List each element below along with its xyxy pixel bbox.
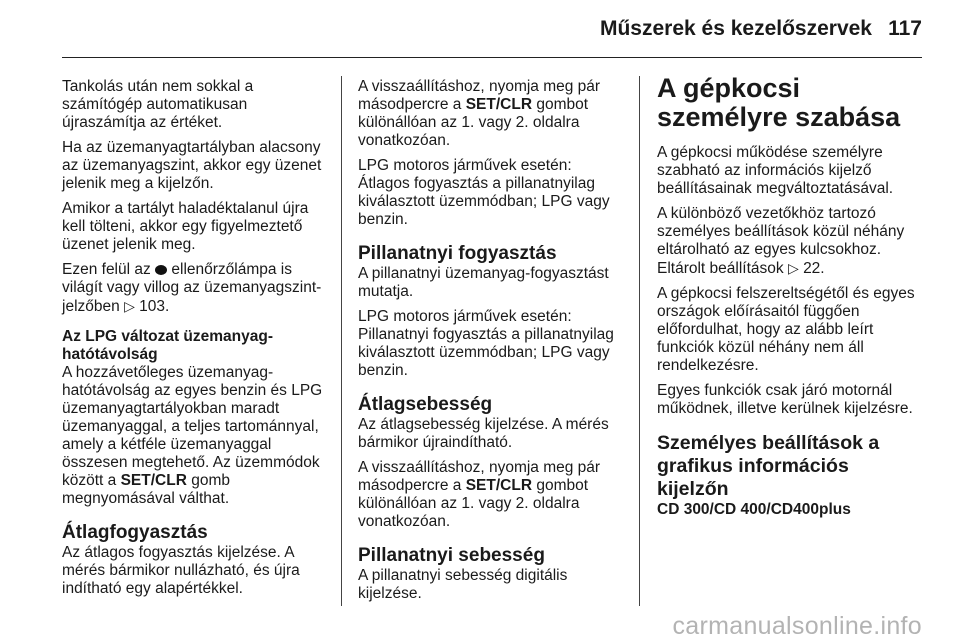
paragraph bbox=[657, 205, 925, 278]
column-3 bbox=[657, 73, 925, 519]
paragraph: Amikor a tartályt haladéktalanul újra kell tölteni, akkor egy figyelmeztető üzenet jelenik meg. bbox=[62, 200, 309, 253]
paragraph bbox=[358, 78, 624, 150]
section-title: A gépkocsi személyre szabása bbox=[657, 73, 901, 132]
personal-settings-heading: Személyes beállítások a grafikus információs kijelzőn bbox=[657, 432, 880, 500]
paragraph: Tankolás után nem sokkal a számítógép automatikusan újraszámítja az értéket. bbox=[62, 78, 254, 131]
fuel-warning-lamp-icon bbox=[155, 265, 167, 275]
models-line: CD 300/CD 400/CD400plus bbox=[657, 501, 851, 518]
text: A visszaállításhoz, nyomja meg pár másodpercre a bbox=[358, 459, 601, 494]
instant-consumption-heading: Pillanatnyi fogyasztás bbox=[358, 243, 557, 264]
paragraph: A gépkocsi felszereltségétől és egyes országok előírásaitól függően előfordulhat, hogy az alább leírt funkciók közül néhány nem áll rendelkezésre. bbox=[657, 285, 915, 374]
column-2 bbox=[358, 78, 624, 610]
paragraph: Egyes funkciók csak járó motornál működnek, illetve kerülnek kijelzésre. bbox=[657, 382, 913, 417]
page-reference-icon: ▷ bbox=[787, 260, 799, 276]
text: A különböző vezetőkhöz tartozó személyes beállítások közül néhány eltárolható az egyes kulcsokhoz. bbox=[657, 205, 905, 258]
set-clr-label: SET/CLR bbox=[465, 96, 533, 113]
set-clr-label: SET/CLR bbox=[465, 477, 533, 494]
column-divider bbox=[639, 76, 640, 606]
paragraph bbox=[358, 459, 624, 531]
paragraph: Az átlagsebesség kijelzése. A mérés bármikor újraindítható. bbox=[358, 416, 609, 451]
instant-speed-heading: Pillanatnyi sebesség bbox=[358, 545, 545, 566]
paragraph: A gépkocsi működése személyre szabható az információs kijelző beállításainak megváltoztatásával. bbox=[657, 144, 894, 197]
paragraph: Ha az üzemanyagtartályban alacsony az üzemanyagszint, akkor egy üzenet jelenik meg a kijelzőn. bbox=[62, 139, 322, 192]
paragraph: A pillanatnyi sebesség digitális kijelzése. bbox=[358, 567, 568, 602]
lpg-range-heading: Az LPG változat üzemanyag-hatótávolság bbox=[62, 328, 274, 363]
set-clr-label: SET/CLR bbox=[120, 472, 187, 489]
header-title: Műszerek és kezelőszervek bbox=[599, 17, 872, 40]
avg-consumption-heading: Átlagfogyasztás bbox=[62, 522, 208, 543]
header-rule bbox=[62, 57, 922, 58]
page-header bbox=[0, 0, 960, 60]
column-divider bbox=[341, 76, 342, 606]
text: A hozzávetőleges üzemanyag-hatótávolság az egyes benzin és LPG üzemanyagtartályokban maradt üzemanyaggal, a teljes tartománnyal, amely a kétféle üzemanyaggal összesen megtehető. Az üzemmódok között a bbox=[62, 364, 323, 489]
text: A visszaállításhoz, nyomja meg pár másodpercre a bbox=[358, 78, 601, 113]
watermark: carmanualsonline.info bbox=[672, 612, 922, 640]
paragraph bbox=[62, 261, 330, 316]
page-reference-icon: ▷ bbox=[124, 298, 135, 314]
column-1 bbox=[62, 78, 330, 605]
paragraph: Az átlagos fogyasztás kijelzése. A mérés bármikor nullázható, és újra indítható egy alapértékkel. bbox=[62, 544, 300, 597]
paragraph: LPG motoros járművek esetén: Pillanatnyi fogyasztás a pillanatnyilag kiválasztott üzemmódban; LPG vagy benzin. bbox=[358, 308, 614, 379]
text: Eltárolt beállítások bbox=[657, 260, 784, 277]
text: gomb megnyomásával válthat. bbox=[62, 472, 230, 507]
text: gombot különállóan az 1. vagy 2. oldalra vonatkozóan. bbox=[358, 96, 589, 149]
paragraph: A pillanatnyi üzemanyag-fogyasztást mutatja. bbox=[358, 265, 609, 300]
page-number: 117 bbox=[888, 17, 922, 40]
text: Ezen felül az bbox=[62, 261, 151, 278]
page-ref[interactable]: 103. bbox=[139, 298, 170, 315]
paragraph: LPG motoros járművek esetén: Átlagos fogyasztás a pillanatnyilag kiválasztott üzemmódban; LPG vagy benzin. bbox=[358, 157, 610, 228]
paragraph bbox=[62, 364, 330, 508]
avg-speed-heading: Átlagsebesség bbox=[358, 394, 493, 415]
page-ref[interactable]: 22. bbox=[803, 260, 825, 277]
text: gombot különállóan az 1. vagy 2. oldalra vonatkozóan. bbox=[358, 477, 589, 530]
text: ellenőrzőlámpa is világít vagy villog az üzemanyagszint-jelzőben bbox=[62, 261, 322, 315]
